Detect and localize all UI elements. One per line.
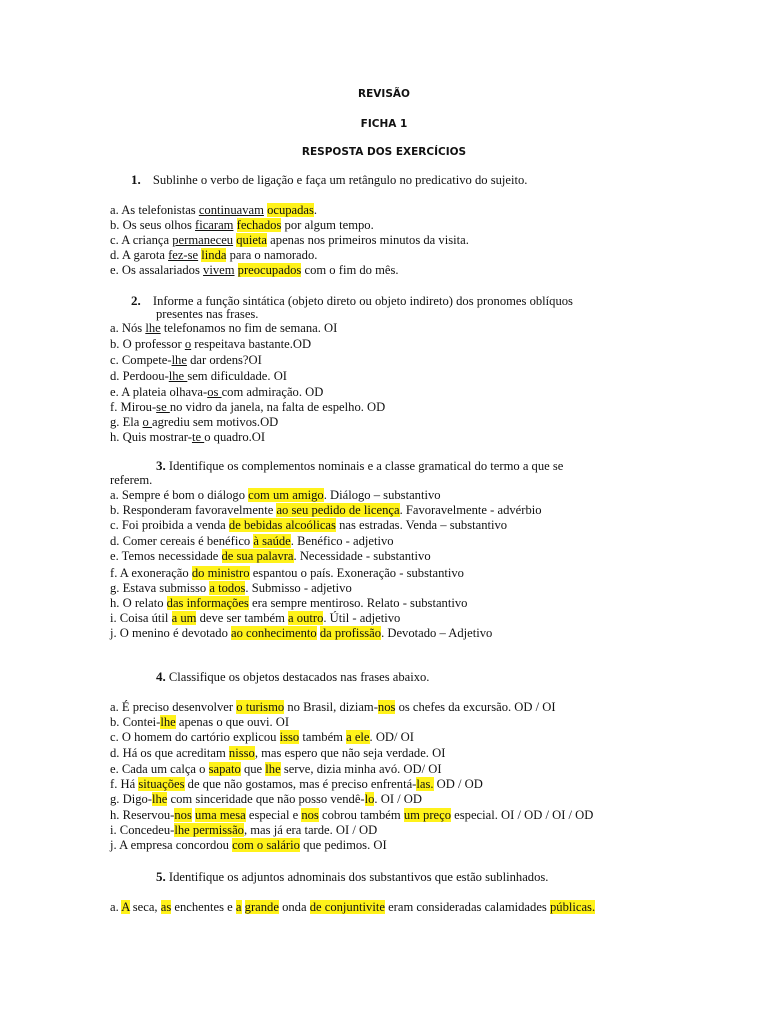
q2-item-c: c. Compete-lhe dar ordens?OI [110, 353, 262, 367]
q2-item-b: b. O professor o respeitava bastante.OD [110, 337, 312, 351]
q4-text: Classifique os objetos destacados nas frases abaixo. [165, 670, 430, 684]
q4-item-a: a. É preciso desenvolver o turismo no Brasil, diziam-nos os chefes da excursão. OD / OI [110, 700, 556, 714]
q3-item-a: a. Sempre é bom o diálogo com um amigo. Diálogo – substantivo [110, 488, 441, 502]
q4-item-c: c. O homem do cartório explicou isso também a ele. OD/ OI [110, 730, 414, 744]
q2-item-f: f. Mirou-se no vidro da janela, na falta de espelho. OD [110, 400, 386, 414]
title-ficha: FICHA 1 [360, 118, 408, 130]
q2-number: 2. [131, 293, 141, 308]
q3-text-2: referem. [110, 473, 153, 487]
q3-heading [156, 458, 563, 474]
q3-item-j: j. O menino é devotado ao conhecimento da profissão. Devotado – Adjetivo [110, 626, 493, 640]
title-resposta: RESPOSTA DOS EXERCÍCIOS [301, 146, 467, 158]
q3-item-g: g. Estava submisso a todos. Submisso - adjetivo [110, 581, 352, 595]
q3-item-b: b. Responderam favoravelmente ao seu pedido de licença. Favoravelmente - advérbio [110, 503, 542, 517]
q4-item-d: d. Há os que acreditam nisso, mas espero que não seja verdade. OI [110, 746, 446, 760]
q1-text: Sublinhe o verbo de ligação e faça um retângulo no predicativo do sujeito. [152, 173, 528, 187]
q3-item-f: f. A exoneração do ministro espantou o país. Exoneração - substantivo [110, 566, 464, 580]
q3-item-h: h. O relato das informações era sempre mentiroso. Relato - substantivo [110, 596, 468, 610]
q4-item-i: i. Concedeu-lhe permissão, mas já era tarde. OI / OD [110, 823, 378, 837]
q2-text-2: presentes nas frases. [156, 307, 259, 321]
q1-heading [131, 172, 527, 188]
q4-heading [156, 669, 429, 685]
q4-item-j: j. A empresa concordou com o salário que pedimos. OI [110, 838, 387, 852]
q4-item-e: e. Cada um calça o sapato que lhe serve, dizia minha avó. OD/ OI [110, 762, 442, 776]
q2-item-d: d. Perdoou-lhe sem dificuldade. OI [110, 369, 287, 383]
q5-number: 5. [156, 869, 166, 884]
q3-item-i: i. Coisa útil a um deve ser também a outro. Útil - adjetivo [110, 611, 401, 625]
q5-item-a: a. A seca, as enchentes e a grande onda de conjuntivite eram consideradas calamidades públicas. [110, 900, 596, 914]
q5-heading [156, 869, 548, 885]
q2-item-h: h. Quis mostrar-te o quadro.OI [110, 430, 266, 444]
q3-text-1: Identifique os complementos nominais e a classe gramatical do termo a que se [165, 459, 564, 473]
q1-item-c: c. A criança permaneceu quieta apenas nos primeiros minutos da visita. [110, 233, 469, 247]
q2-item-e: e. A plateia olhava-os com admiração. OD [110, 385, 324, 399]
q2-text-1: Informe a função sintática (objeto direto ou objeto indireto) dos pronomes oblíquos [152, 294, 573, 308]
q3-item-e: e. Temos necessidade de sua palavra. Necessidade - substantivo [110, 549, 431, 563]
q1-item-d: d. A garota fez-se linda para o namorado. [110, 248, 318, 262]
q3-item-d: d. Comer cereais é benéfico à saúde. Benéfico - adjetivo [110, 534, 394, 548]
q3-number: 3. [156, 458, 166, 473]
title-revisao: REVISÃO [358, 88, 410, 100]
q1-number: 1. [131, 172, 141, 187]
q4-item-f: f. Há situações de que não gostamos, mas é preciso enfrentá-las. OD / OD [110, 777, 483, 791]
q1-item-e: e. Os assalariados vivem preocupados com o fim do mês. [110, 263, 399, 277]
q3-item-c: c. Foi proibida a venda de bebidas alcoólicas nas estradas. Venda – substantivo [110, 518, 508, 532]
q1-item-b: b. Os seus olhos ficaram fechados por algum tempo. [110, 218, 374, 232]
q4-item-b: b. Contei-lhe apenas o que ouvi. OI [110, 715, 290, 729]
q2-item-a: a. Nós lhe telefonamos no fim de semana. OI [110, 321, 338, 335]
q4-number: 4. [156, 669, 166, 684]
q5-text: Identifique os adjuntos adnominais dos substantivos que estão sublinhados. [165, 870, 549, 884]
q1-item-a: a. As telefonistas continuavam ocupadas. [110, 203, 318, 217]
q2-item-g: g. Ela o agrediu sem motivos.OD [110, 415, 279, 429]
q4-item-g: g. Digo-lhe com sinceridade que não posso vendê-lo. OI / OD [110, 792, 422, 806]
q4-item-h: h. Reservou-nos uma mesa especial e nos cobrou também um preço especial. OI / OD / OI / OD [110, 808, 594, 822]
